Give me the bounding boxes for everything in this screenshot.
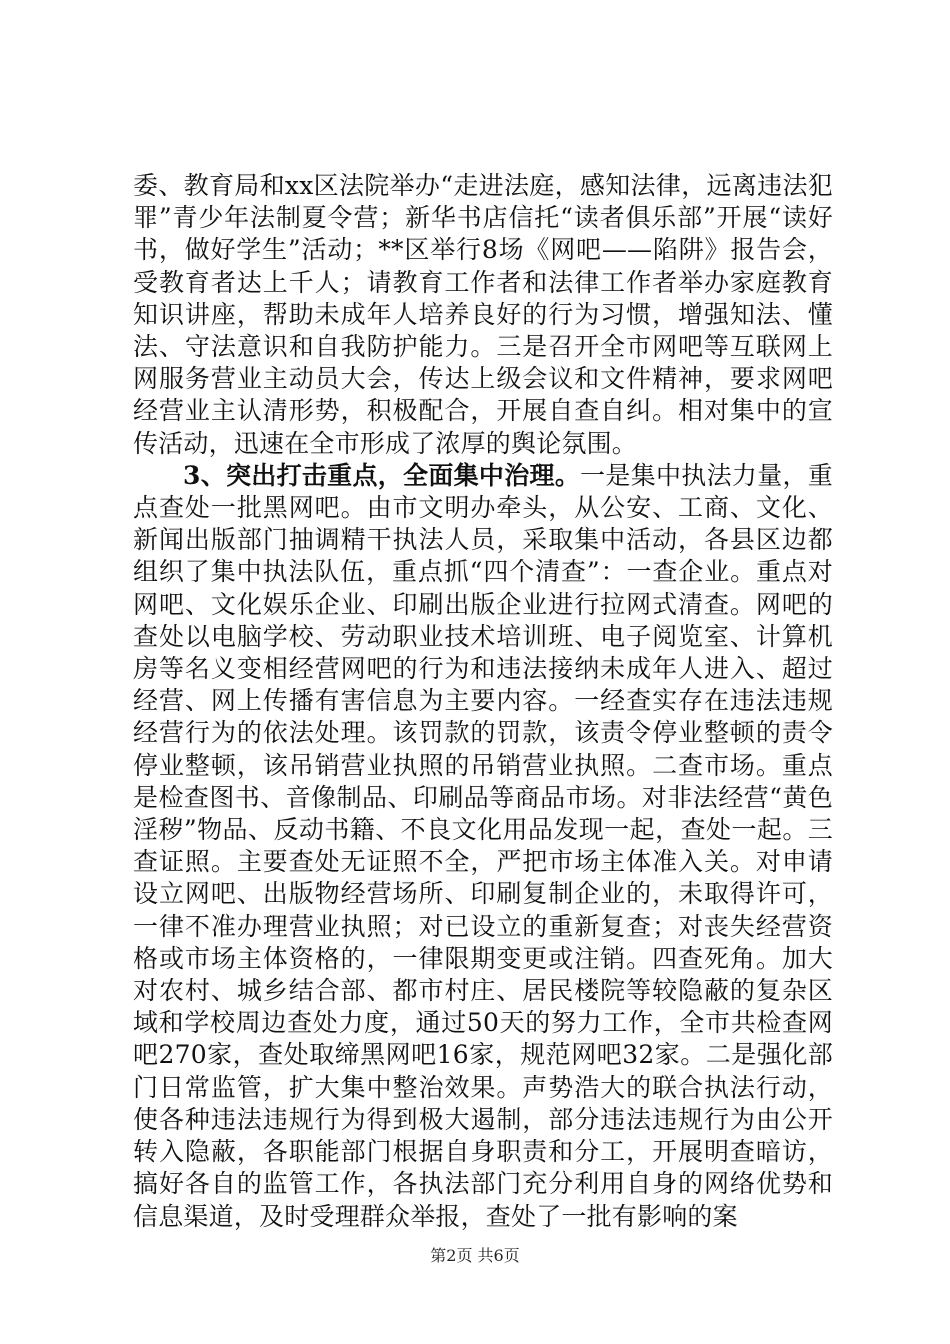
paragraph-continuation: 委、教育局和xx区法院举办“走进法庭，感知法律，远离违法犯罪”青少年法制夏令营；新华书店信托“读者俱乐部”开展“读好书，做好学生”活动；**区举行8场《网吧——陷阱》报告会，受教育者达上千人；请教育工作者和法律工作者举办家庭教育知识讲座，帮助未成年人培养良好的行为习惯，增强知法、懂法、守法意识和自我防护能力。三是召开全市网吧等互联网上网服务营业主动员大会，传达上级会议和文件精神，要求网吧经营业主认清形势，积极配合，开展自查自纠。相对集中的宣传活动，迅速在全市形成了浓厚的舆论氛围。	[133, 171, 833, 458]
section-heading: 3、突出打击重点，全面集中治理。	[183, 460, 581, 490]
document-body	[133, 170, 833, 1233]
page-number-footer: 第2页 共6页	[430, 1246, 520, 1265]
paragraph-section-3	[133, 460, 833, 1233]
section-body: 一是集中执法力量，重点查处一批黑网吧。由市文明办牵头，从公安、工商、文化、新闻出版部门抽调精干执法人员，采取集中活动，各县区边都组织了集中执法队伍，重点抓“四个清查”：一查企业。重点对网吧、文化娱乐企业、印刷出版企业进行拉网式清查。网吧的查处以电脑学校、劳动职业技术培训班、电子阅览室、计算机房等名义变相经营网吧的行为和违法接纳未成年人进入、超过经营、网上传播有害信息为主要内容。一经查实存在违法违规经营行为的依法处理。该罚款的罚款，该责令停业整顿的责令停业整顿，该吊销营业执照的吊销营业执照。二查市场。重点是检查图书、音像制品、印刷品等商品市场。对非法经营“黄色淫秽”物品、反动书籍、不良文化用品发现一起，查处一起。三查证照。主要查处无证照不全，严把市场主体准入关。对申请设立网吧、出版物经营场所、印刷复制企业的，未取得许可，一律不准办理营业执照；对已设立的重新复查；对丧失经营资格或市场主体资格的，一律限期变更或注销。四查死角。加大对农村、城乡结合部、都市村庄、居民楼院等较隐蔽的复杂区域和学校周边查处力度，通过50天的努力工作，全市共检查网吧270家，查处取缔黑网吧16家，规范网吧32家。二是强化部门日常监管，扩大集中整治效果。声势浩大的联合执法行动，使各种违法违规行为得到极大遏制，部分违法违规行为由公开转入隐蔽，各职能部门根据自身职责和分工，开展明查暗访，搞好各自的监管工作，各执法部门充分利用自身的网络优势和信息渠道，及时受理群众举报，查处了一批有影响的案	[133, 460, 833, 1231]
